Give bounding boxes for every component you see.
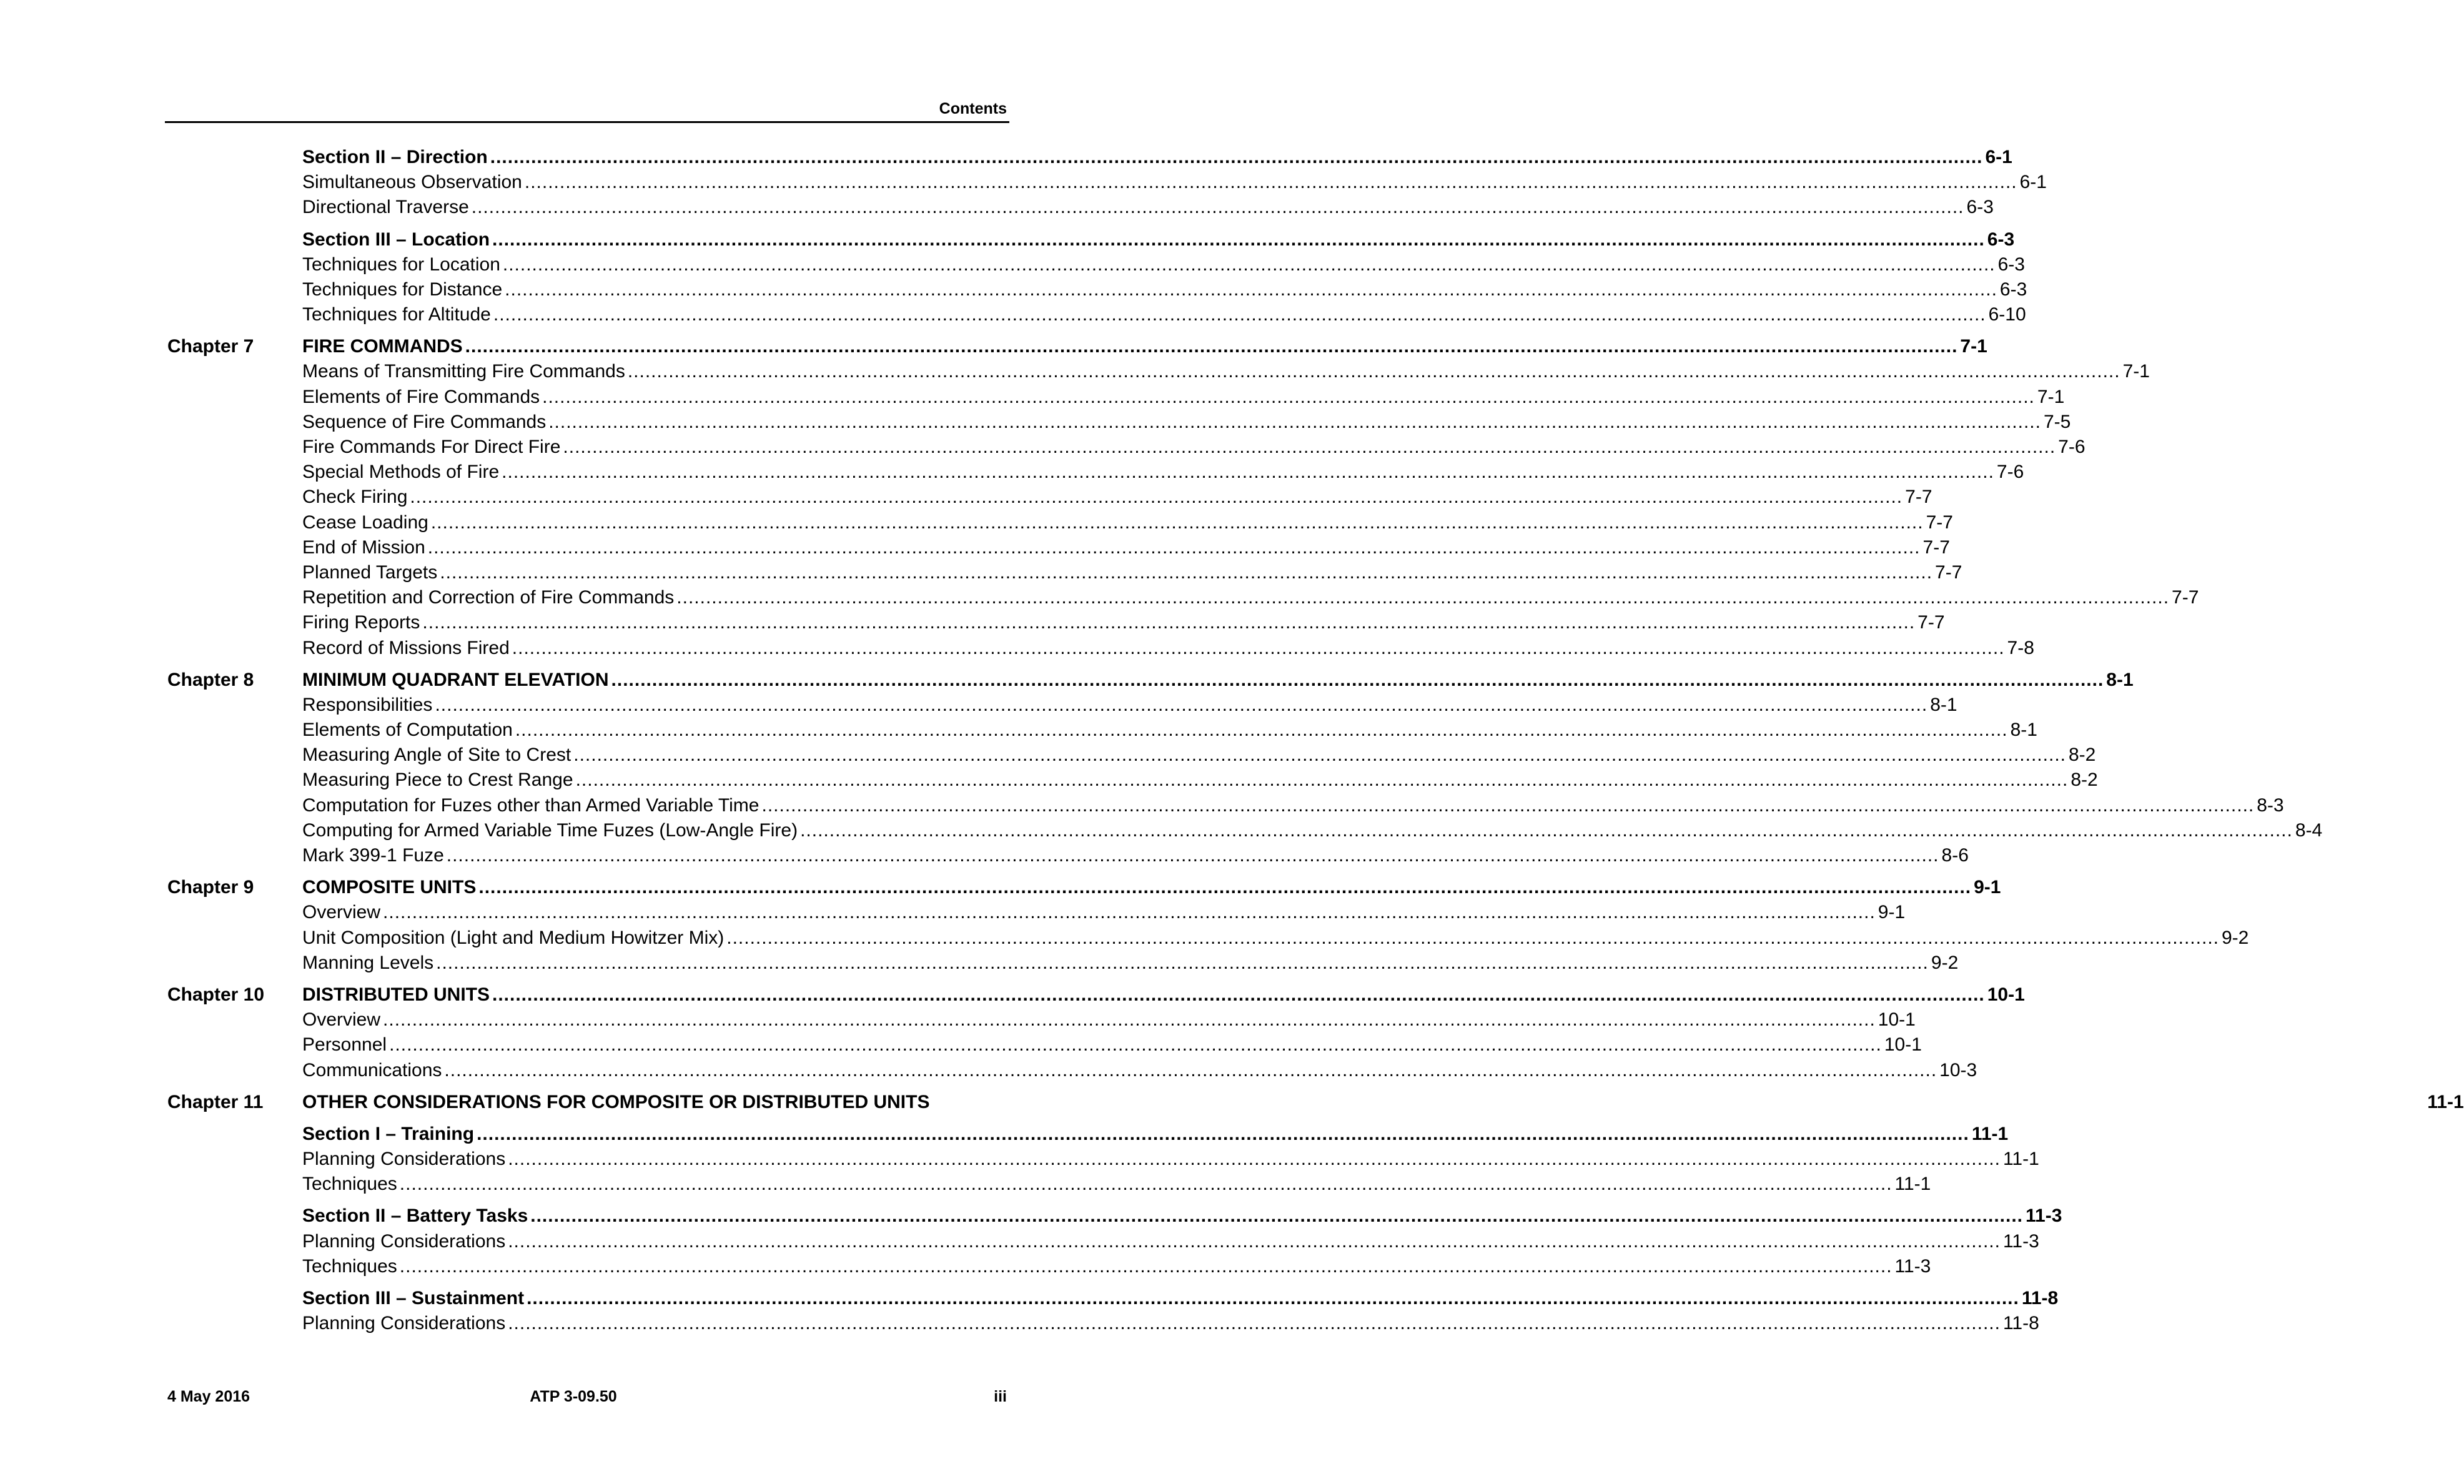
toc-entry[interactable] <box>167 1286 2059 1311</box>
toc-chapter-label: Chapter 10 <box>167 984 265 1005</box>
toc-entry-title: Techniques for Altitude <box>302 304 491 325</box>
toc-entry-title: Planning Considerations <box>302 1313 506 1334</box>
toc-entry[interactable] <box>167 951 1959 976</box>
toc-entry-body <box>302 1032 1922 1057</box>
toc-entry[interactable] <box>167 560 1962 585</box>
toc-dot-leader <box>530 1204 2023 1229</box>
footer-publication: ATP 3-09.50 <box>530 1388 617 1405</box>
toc-dot-leader <box>465 334 1958 359</box>
toc-entry-body <box>302 636 2034 661</box>
toc-entry-title: OTHER CONSIDERATIONS FOR COMPOSITE OR DISTRIBUTED UNITS <box>302 1091 930 1112</box>
toc-entry-title: Personnel <box>302 1034 387 1056</box>
toc-dot-leader <box>431 510 1924 535</box>
toc-entry-page: 11-3 <box>1894 1255 1931 1277</box>
toc-entry[interactable] <box>167 843 1969 868</box>
toc-entry[interactable] <box>167 743 2096 768</box>
toc-entry-body <box>302 1122 2008 1147</box>
header-rule <box>165 121 1009 123</box>
toc-entry-title: Computing for Armed Variable Time Fuzes (Low-Angle Fire) <box>302 819 798 841</box>
toc-entry[interactable] <box>167 1090 2464 1115</box>
toc-entry-body <box>302 385 2064 410</box>
toc-dot-leader <box>435 693 1927 718</box>
toc-entry-body <box>302 1286 2058 1311</box>
toc-dot-leader <box>389 1032 1882 1057</box>
toc-entry-body <box>302 668 2134 693</box>
toc-entry-body <box>302 926 2249 951</box>
toc-entry[interactable] <box>167 334 1987 359</box>
toc-entry-title: COMPOSITE UNITS <box>302 877 477 898</box>
toc-dot-leader <box>761 793 2254 818</box>
toc-dot-leader <box>502 460 1994 485</box>
toc-entry-body <box>302 1311 2039 1336</box>
toc-entry-title: Overview <box>302 902 381 923</box>
toc-entry[interactable] <box>167 900 1906 925</box>
toc-entry-page: 9-2 <box>1931 952 1959 973</box>
toc-entry[interactable] <box>167 668 2134 693</box>
toc-dot-leader <box>576 768 2069 793</box>
toc-entry-page: 7-7 <box>1922 537 1950 558</box>
toc-entry[interactable] <box>167 693 1957 718</box>
toc-entry-body <box>302 951 1958 976</box>
toc-entry-page: 6-10 <box>1988 304 2026 325</box>
toc-entry-page: 11-1 <box>2002 1149 2039 1170</box>
toc-entry[interactable] <box>167 610 1945 635</box>
toc-entry-body <box>302 1204 2062 1229</box>
toc-dot-leader <box>508 1229 2001 1254</box>
toc-entry-page: 11-8 <box>2021 1288 2059 1309</box>
toc-entry-page: 7-1 <box>2122 361 2150 382</box>
toc-dot-leader <box>422 610 1915 635</box>
toc-entry[interactable] <box>167 1204 2062 1229</box>
toc-dot-leader <box>428 535 1921 560</box>
toc-entry-title: Section III – Location <box>302 229 490 250</box>
toc-dot-leader <box>447 843 1939 868</box>
toc-entry-page: 7-7 <box>1917 612 1945 633</box>
toc-entry-title: Planning Considerations <box>302 1230 506 1252</box>
toc-entry[interactable] <box>167 195 1994 220</box>
toc-dot-leader <box>573 743 2066 768</box>
toc-entry-page: 8-2 <box>2071 769 2098 791</box>
toc-entry-body <box>302 875 2001 900</box>
toc-entry-title: Measuring Piece to Crest Range <box>302 769 573 791</box>
toc-entry-body <box>302 145 2012 170</box>
table-of-contents <box>167 145 2464 1336</box>
toc-entry[interactable] <box>167 585 2199 610</box>
toc-entry-body <box>302 793 2284 818</box>
toc-entry-body <box>302 252 2025 277</box>
toc-entry-page: 11-8 <box>2002 1313 2039 1334</box>
toc-entry[interactable] <box>167 252 2025 277</box>
toc-entry[interactable] <box>167 435 2085 460</box>
toc-entry-title: Techniques <box>302 1174 397 1195</box>
toc-dot-leader <box>508 1311 2001 1336</box>
toc-entry-title: Overview <box>302 1009 381 1031</box>
toc-entry-body <box>302 900 1905 925</box>
toc-entry-body <box>302 585 2199 610</box>
toc-entry-page: 8-1 <box>2010 720 2037 741</box>
toc-dot-leader <box>472 195 1964 220</box>
toc-entry-body <box>302 768 2098 793</box>
toc-entry-body <box>302 535 1950 560</box>
toc-entry-title: Section III – Sustainment <box>302 1288 525 1309</box>
toc-entry-page: 7-8 <box>2007 637 2034 658</box>
toc-entry-page: 6-1 <box>1985 146 2012 167</box>
toc-dot-leader <box>383 1007 1876 1032</box>
toc-entry[interactable] <box>167 875 2001 900</box>
toc-entry-title: Cease Loading <box>302 512 428 533</box>
toc-entry-body <box>302 610 1945 635</box>
toc-entry-page: 8-4 <box>2295 819 2323 841</box>
toc-entry[interactable] <box>167 510 1953 535</box>
toc-entry-body <box>302 718 2037 743</box>
toc-entry[interactable] <box>167 227 2015 252</box>
toc-entry-title: Unit Composition (Light and Medium Howitzer Mix) <box>302 927 725 948</box>
toc-entry-page: 10-1 <box>1884 1034 1922 1056</box>
toc-entry[interactable] <box>167 360 2150 385</box>
toc-dot-leader <box>512 636 2005 661</box>
toc-entry-title: FIRE COMMANDS <box>302 336 463 357</box>
toc-entry[interactable] <box>167 535 1950 560</box>
toc-entry-title: Fire Commands For Direct Fire <box>302 437 561 458</box>
toc-entry-title: Planning Considerations <box>302 1149 506 1170</box>
toc-entry[interactable] <box>167 1229 2039 1254</box>
toc-dot-leader <box>563 435 2056 460</box>
toc-entry-page: 10-1 <box>1987 984 2025 1005</box>
toc-dot-leader <box>400 1254 1893 1279</box>
toc-entry-title: Elements of Computation <box>302 720 513 741</box>
toc-entry-page: 11-3 <box>2026 1205 2062 1227</box>
toc-entry-body <box>302 460 2024 485</box>
toc-dot-leader <box>492 227 1985 252</box>
toc-entry[interactable] <box>167 302 2026 327</box>
toc-entry-title: Special Methods of Fire <box>302 462 500 483</box>
toc-entry-body <box>302 743 2095 768</box>
toc-entry-body <box>302 693 1957 718</box>
toc-dot-leader <box>478 875 1971 900</box>
toc-entry-body <box>302 560 1962 585</box>
toc-entry-page: 6-3 <box>1999 279 2027 300</box>
toc-dot-leader <box>515 718 2008 743</box>
toc-entry-title: Planned Targets <box>302 561 438 583</box>
toc-entry-body <box>302 302 2026 327</box>
toc-entry[interactable] <box>167 460 2024 485</box>
toc-entry-title: Simultaneous Observation <box>302 172 522 193</box>
toc-entry[interactable] <box>167 1058 1977 1083</box>
toc-entry-body <box>302 843 1969 868</box>
toc-dot-leader <box>400 1172 1893 1197</box>
toc-entry-page: 9-1 <box>1974 877 2001 898</box>
toc-entry-page: 8-1 <box>1930 694 1957 715</box>
toc-entry-title: Elements of Fire Commands <box>302 386 540 407</box>
toc-entry-body <box>302 170 2047 195</box>
toc-entry-page: 7-6 <box>2058 437 2085 458</box>
toc-entry-page: 7-1 <box>1960 336 1987 357</box>
toc-dot-leader <box>477 1122 1969 1147</box>
toc-entry-body <box>302 818 2322 843</box>
toc-entry-page: 7-5 <box>2043 411 2071 432</box>
toc-chapter-label: Chapter 8 <box>167 669 254 690</box>
toc-entry[interactable] <box>167 170 2047 195</box>
toc-entry-body <box>302 1254 1931 1279</box>
toc-entry-title: Sequence of Fire Commands <box>302 411 547 432</box>
toc-dot-leader <box>527 1286 2019 1311</box>
toc-entry[interactable] <box>167 1122 2009 1147</box>
toc-entry-title: Mark 399-1 Fuze <box>302 845 444 866</box>
toc-dot-leader <box>611 668 2104 693</box>
toc-entry-page: 7-7 <box>2172 587 2199 608</box>
toc-dot-leader <box>508 1147 2001 1172</box>
toc-entry-page: 7-7 <box>1935 561 1962 583</box>
toc-entry-title: Firing Reports <box>302 612 420 633</box>
toc-dot-leader <box>525 170 2017 195</box>
toc-entry-title: DISTRIBUTED UNITS <box>302 984 490 1005</box>
toc-entry[interactable] <box>167 485 1932 510</box>
toc-entry[interactable] <box>167 718 2037 743</box>
toc-entry-title: MINIMUM QUADRANT ELEVATION <box>302 669 609 690</box>
toc-entry-title: Measuring Angle of Site to Crest <box>302 744 571 766</box>
toc-dot-leader <box>444 1058 1937 1083</box>
toc-entry[interactable] <box>167 1007 1916 1032</box>
toc-entry-page: 6-3 <box>1987 229 2015 250</box>
toc-entry-title: Section I – Training <box>302 1123 475 1144</box>
toc-chapter-label: Chapter 11 <box>167 1091 264 1112</box>
toc-entry-body <box>302 1147 2039 1172</box>
toc-entry-body <box>302 359 2150 384</box>
toc-entry[interactable] <box>167 818 2323 843</box>
toc-dot-leader <box>800 818 2293 843</box>
toc-entry[interactable] <box>167 410 2071 435</box>
toc-entry-title: Section II – Direction <box>302 146 488 167</box>
toc-entry-page: 10-3 <box>1939 1059 1977 1081</box>
toc-entry[interactable] <box>167 277 2027 302</box>
toc-entry-title: Check Firing <box>302 487 408 508</box>
toc-dot-leader <box>440 560 1932 585</box>
toc-entry[interactable] <box>167 636 2034 661</box>
toc-entry-body <box>302 1172 1931 1197</box>
toc-entry-page: 11-1 <box>2427 1091 2464 1112</box>
toc-entry-title: Techniques for Location <box>302 254 500 275</box>
toc-dot-leader <box>436 951 1929 976</box>
toc-entry-page: 8-3 <box>2257 794 2284 816</box>
toc-entry[interactable] <box>167 982 2025 1007</box>
toc-entry-title: Directional Traverse <box>302 197 469 218</box>
toc-entry-title: Repetition and Correction of Fire Commands <box>302 587 675 608</box>
toc-entry-page: 7-7 <box>1905 487 1932 508</box>
toc-entry-body <box>302 195 1994 220</box>
toc-entry[interactable] <box>167 1311 2039 1336</box>
toc-entry-body <box>302 485 1932 510</box>
toc-dot-leader <box>490 145 1983 170</box>
toc-entry-body <box>302 435 2085 460</box>
toc-entry-title: End of Mission <box>302 537 425 558</box>
toc-entry-page: 11-1 <box>1971 1123 2009 1144</box>
toc-entry-body <box>302 982 2025 1007</box>
toc-entry-page: 11-3 <box>2002 1230 2039 1252</box>
toc-entry-body <box>302 1229 2039 1254</box>
toc-entry-body <box>302 1090 2464 1115</box>
toc-chapter-label: Chapter 9 <box>167 877 254 898</box>
toc-entry[interactable] <box>167 1032 1922 1057</box>
toc-entry-title: Responsibilities <box>302 694 433 715</box>
toc-entry[interactable] <box>167 1254 1931 1279</box>
toc-entry[interactable] <box>167 1172 1931 1197</box>
toc-dot-leader <box>503 252 1996 277</box>
toc-entry-body <box>302 1007 1916 1032</box>
toc-entry-body <box>302 227 2014 252</box>
toc-entry-page: 7-1 <box>2037 386 2065 407</box>
toc-dot-leader <box>548 410 2041 435</box>
toc-entry-body <box>302 1058 1977 1083</box>
toc-entry-page: 10-1 <box>1878 1009 1916 1031</box>
toc-entry[interactable] <box>167 926 2249 951</box>
toc-entry-body <box>302 410 2071 435</box>
toc-dot-leader <box>542 385 2035 410</box>
toc-entry-page: 8-6 <box>1941 845 1969 866</box>
footer-date: 4 May 2016 <box>167 1388 250 1405</box>
toc-entry-title: Manning Levels <box>302 952 434 973</box>
toc-entry[interactable] <box>167 145 2012 170</box>
toc-entry-page: 9-1 <box>1878 902 1906 923</box>
toc-entry-page: 6-1 <box>2019 172 2047 193</box>
toc-entry[interactable] <box>167 1147 2039 1172</box>
toc-dot-leader <box>383 900 1876 925</box>
toc-entry-page: 6-3 <box>1997 254 2025 275</box>
toc-entry[interactable] <box>167 385 2065 410</box>
toc-entry-body <box>302 277 2027 302</box>
toc-entry-title: Techniques for Distance <box>302 279 503 300</box>
toc-entry-body <box>302 510 1953 535</box>
toc-entry-title: Communications <box>302 1059 442 1081</box>
toc-entry-page: 8-1 <box>2106 669 2134 690</box>
toc-entry[interactable] <box>167 768 2098 793</box>
running-head: Contents <box>939 100 1007 117</box>
toc-entry-title: Means of Transmitting Fire Commands <box>302 361 625 382</box>
toc-dot-leader <box>726 926 2219 951</box>
toc-entry-body <box>302 334 1987 359</box>
toc-entry-title: Section II – Battery Tasks <box>302 1205 528 1227</box>
toc-entry-page: 9-2 <box>2221 927 2249 948</box>
toc-dot-leader <box>676 585 2169 610</box>
toc-entry-page: 6-3 <box>1966 197 1994 218</box>
toc-entry-title: Record of Missions Fired <box>302 637 510 658</box>
toc-chapter-label: Chapter 7 <box>167 336 254 357</box>
toc-entry-page: 8-2 <box>2068 744 2096 766</box>
toc-entry-page: 7-7 <box>1926 512 1953 533</box>
toc-entry-title: Computation for Fuzes other than Armed Variable Time <box>302 794 759 816</box>
toc-entry-page: 7-6 <box>1996 462 2024 483</box>
toc-dot-leader <box>505 277 1997 302</box>
toc-entry[interactable] <box>167 793 2284 818</box>
toc-entry-page: 11-1 <box>1894 1174 1931 1195</box>
toc-entry-title: Techniques <box>302 1255 397 1277</box>
toc-dot-leader <box>493 302 1986 327</box>
toc-dot-leader <box>410 485 1902 510</box>
toc-dot-leader <box>628 359 2120 384</box>
toc-dot-leader <box>492 982 1985 1007</box>
footer-page-number: iii <box>994 1388 1007 1405</box>
